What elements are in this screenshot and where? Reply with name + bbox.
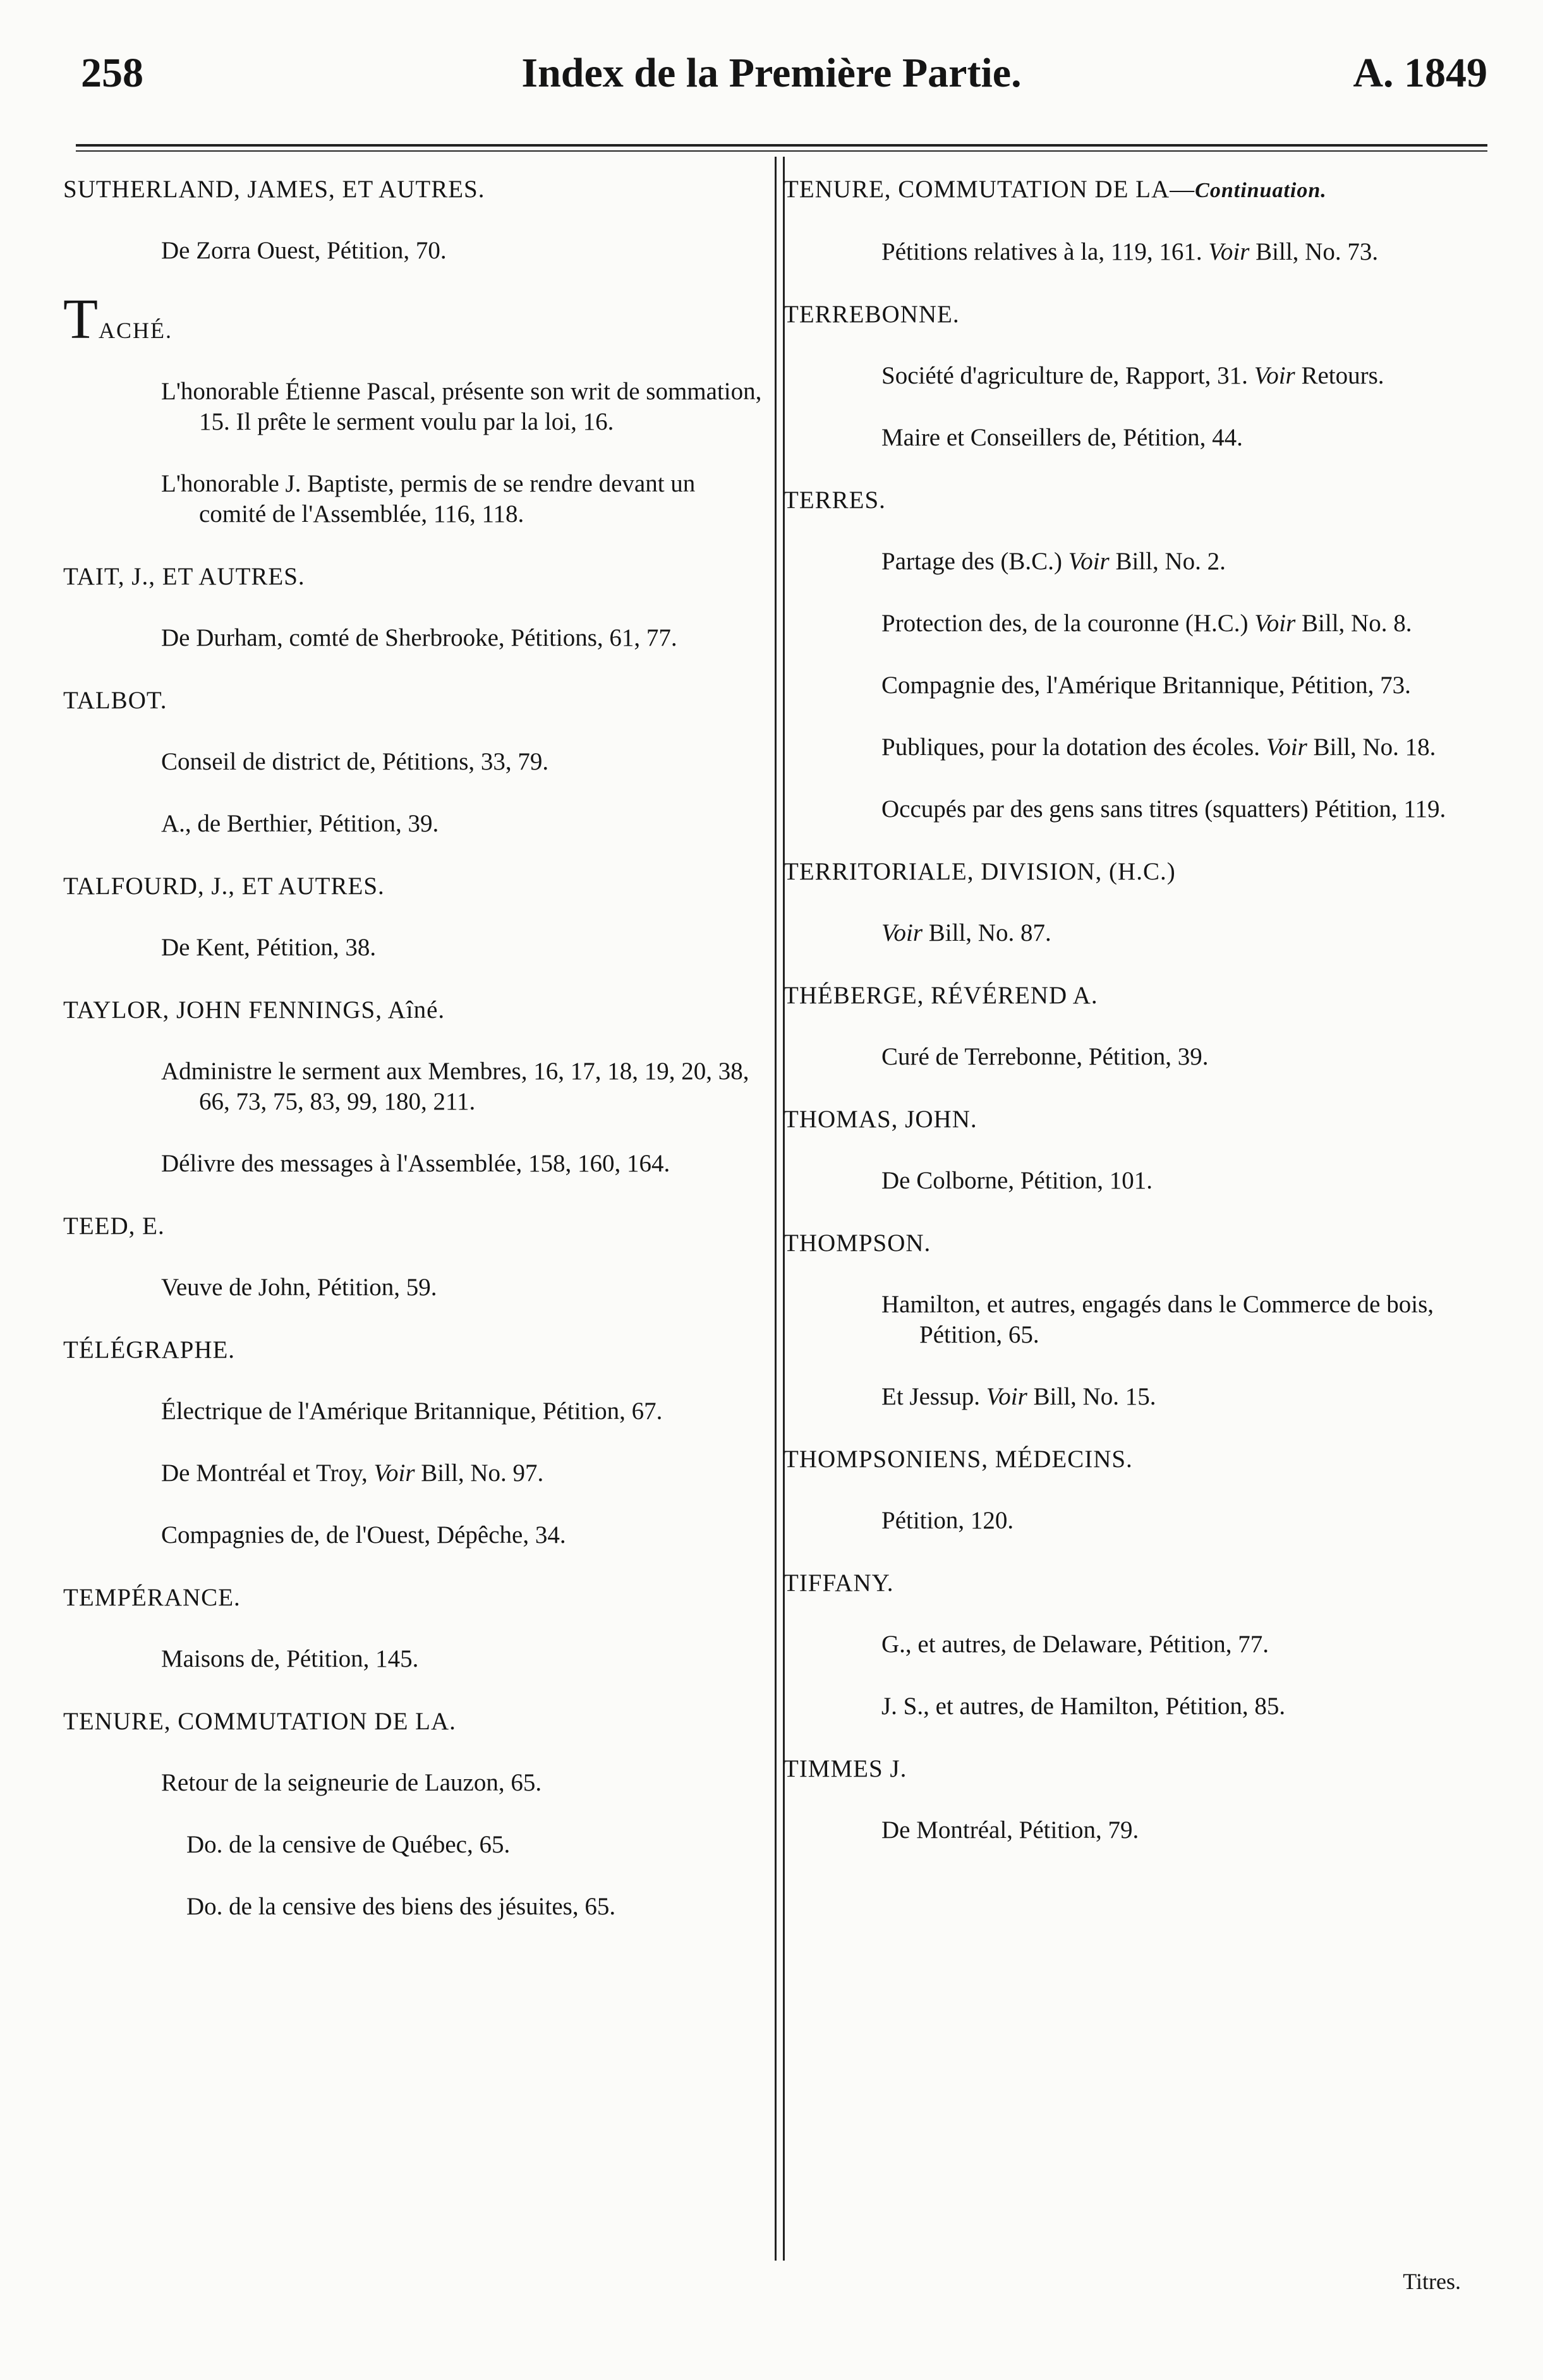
entry-heading xyxy=(63,685,765,716)
index-entry xyxy=(784,485,1485,825)
sub-entry-ref: Bill, No. 97. xyxy=(414,1459,544,1487)
heading-text: TALFOURD, J., ET AUTRES. xyxy=(63,873,385,900)
sub-entry: Retour de la seigneurie de Lauzon, 65. xyxy=(161,1769,542,1796)
heading-text: TEED, E. xyxy=(63,1212,165,1240)
index-entry xyxy=(63,994,765,1179)
entry-heading xyxy=(784,174,1485,207)
entry-heading xyxy=(784,1444,1485,1475)
sub-entry: Do. de la censive des biens des jésuites, 65. xyxy=(186,1893,616,1920)
catchword: Titres. xyxy=(1403,2269,1461,2294)
entry-heading xyxy=(63,561,765,593)
heading-text: TÉLÉGRAPHE. xyxy=(63,1336,236,1363)
index-entry xyxy=(63,871,765,963)
index-entry xyxy=(63,1334,765,1550)
entry-heading xyxy=(784,299,1485,330)
sub-entry: Veuve de John, Pétition, 59. xyxy=(161,1274,437,1301)
sub-entry xyxy=(784,361,1485,391)
sub-entry: Conseil de district de, Pétitions, 33, 79. xyxy=(161,748,549,775)
sub-entry xyxy=(784,547,1485,577)
entry-heading xyxy=(784,1228,1485,1259)
sub-entry-ref: Bill, No. 15. xyxy=(1027,1383,1156,1410)
entry-heading xyxy=(63,288,765,351)
voir-ref: Voir xyxy=(1068,548,1110,575)
sub-entry: J. S., et autres, de Hamilton, Pétition, 85. xyxy=(881,1693,1286,1720)
heading-text: TAIT, J., ET AUTRES. xyxy=(63,563,305,590)
heading-text: THOMAS, JOHN. xyxy=(784,1106,977,1133)
sub-entry-text: Protection des, de la couronne (H.C.) xyxy=(881,610,1255,637)
sub-entry-text: Publiques, pour la dotation des écoles. xyxy=(881,734,1266,761)
entry-heading xyxy=(784,980,1485,1012)
sub-entry-ref: Bill, No. 18. xyxy=(1307,734,1436,761)
entry-heading xyxy=(784,485,1485,516)
sub-entry: G., et autres, de Delaware, Pétition, 77. xyxy=(881,1631,1269,1658)
index-entry xyxy=(63,685,765,839)
sub-entry-ref: Bill, No. 2. xyxy=(1109,548,1226,575)
page-number: 258 xyxy=(81,50,143,96)
header-rule-bottom xyxy=(76,150,1487,152)
index-entry xyxy=(63,1582,765,1674)
sub-entry: Pétition, 120. xyxy=(881,1507,1014,1534)
sub-entry-text: Pétitions relatives à la, 119, 161. xyxy=(881,238,1209,265)
index-entry xyxy=(784,856,1485,948)
sub-entry: Délivre des messages à l'Assemblée, 158, 160, 164. xyxy=(161,1150,670,1177)
index-entry xyxy=(63,174,765,266)
sub-entry: L'honorable Étienne Pascal, présente son writ de sommation, 15. Il prête le serment voulu par la loi, 16. xyxy=(161,378,762,435)
entry-heading xyxy=(63,1706,765,1737)
index-entry xyxy=(784,299,1485,453)
index-entry xyxy=(63,288,765,529)
sub-entry xyxy=(784,237,1485,267)
entry-heading xyxy=(63,1334,765,1366)
voir-ref: Voir xyxy=(1254,610,1296,637)
voir-ref: Voir xyxy=(373,1459,415,1487)
entry-heading xyxy=(63,994,765,1026)
voir-ref: Voir xyxy=(1266,734,1307,761)
index-entry xyxy=(784,1753,1485,1845)
entry-heading xyxy=(784,1104,1485,1135)
index-entry xyxy=(784,1104,1485,1196)
heading-rest: ACHÉ. xyxy=(98,318,172,343)
heading-text: THÉBERGE, RÉVÉREND A. xyxy=(784,982,1098,1009)
index-entry xyxy=(784,1568,1485,1722)
entry-heading xyxy=(63,871,765,902)
heading-initial: T xyxy=(63,288,99,351)
sub-entry: De Colborne, Pétition, 101. xyxy=(881,1167,1153,1194)
sub-entry xyxy=(784,1382,1485,1412)
sub-entry-ref: Bill, No. 73. xyxy=(1249,238,1379,265)
sub-entry-text: De Montréal et Troy, xyxy=(161,1459,374,1487)
sub-entry: Électrique de l'Amérique Britannique, Pétition, 67. xyxy=(161,1398,663,1425)
heading-text: TENURE, COMMUTATION DE LA— xyxy=(784,176,1195,203)
sub-entry: Occupés par des gens sans titres (squatters) Pétition, 119. xyxy=(881,795,1446,823)
heading-text: TERRITORIALE, DIVISION, (H.C.) xyxy=(784,858,1176,885)
sub-entry: Curé de Terrebonne, Pétition, 39. xyxy=(881,1043,1209,1070)
sub-entry-ref: Bill, No. 8. xyxy=(1295,610,1412,637)
heading-text: TERREBONNE. xyxy=(784,301,960,328)
heading-text: TERRES. xyxy=(784,486,886,514)
index-entry xyxy=(784,174,1485,267)
heading-text: TALBOT. xyxy=(63,687,167,714)
sub-entry xyxy=(784,732,1485,763)
sub-entry: Compagnies de, de l'Ouest, Dépêche, 34. xyxy=(161,1521,566,1549)
heading-text: TENURE, COMMUTATION DE LA. xyxy=(63,1708,456,1735)
heading-text: THOMPSON. xyxy=(784,1229,931,1257)
heading-text: THOMPSONIENS, MÉDECINS. xyxy=(784,1446,1133,1473)
index-entry xyxy=(63,1706,765,1922)
sub-entry-text: Partage des (B.C.) xyxy=(881,548,1068,575)
heading-continuation: Continuation. xyxy=(1195,179,1327,202)
heading-text: TAYLOR, JOHN FENNINGS, Aîné. xyxy=(63,996,445,1024)
sub-entry: De Montréal, Pétition, 79. xyxy=(881,1816,1139,1844)
sub-entry: Maisons de, Pétition, 145. xyxy=(161,1645,419,1672)
header-rule-top xyxy=(76,144,1487,147)
heading-text: TEMPÉRANCE. xyxy=(63,1584,241,1611)
sub-entry: De Durham, comté de Sherbrooke, Pétitions, 61, 77. xyxy=(161,624,677,651)
sub-entry: De Kent, Pétition, 38. xyxy=(161,934,377,961)
sub-entry xyxy=(784,608,1485,639)
left-column xyxy=(63,174,765,1954)
voir-ref: Voir xyxy=(986,1383,1027,1410)
entry-heading xyxy=(784,1568,1485,1599)
entry-heading xyxy=(63,1211,765,1242)
heading-text: TIMMES J. xyxy=(784,1755,907,1782)
year: A. 1849 xyxy=(1353,50,1487,96)
sub-entry xyxy=(784,918,1485,948)
sub-entry: Administre le serment aux Membres, 16, 17, 18, 19, 20, 38, 66, 73, 75, 83, 99, 180, 211. xyxy=(161,1058,749,1115)
sub-entry: De Zorra Ouest, Pétition, 70. xyxy=(161,237,447,264)
entry-heading xyxy=(784,856,1485,888)
entry-heading xyxy=(784,1753,1485,1785)
voir-ref: Voir xyxy=(1254,362,1295,389)
index-entry xyxy=(784,1444,1485,1536)
running-title: Index de la Première Partie. xyxy=(521,50,1022,96)
sub-entry-ref: Bill, No. 87. xyxy=(923,919,1051,946)
sub-entry-text: Société d'agriculture de, Rapport, 31. xyxy=(881,362,1254,389)
heading-text: TIFFANY. xyxy=(784,1569,894,1597)
voir-ref: Voir xyxy=(1208,238,1250,265)
sub-entry: Hamilton, et autres, engagés dans le Commerce de bois, Pétition, 65. xyxy=(881,1291,1434,1348)
sub-entry: Compagnie des, l'Amérique Britannique, Pétition, 73. xyxy=(881,672,1411,699)
right-column xyxy=(784,174,1485,1877)
sub-entry: Maire et Conseillers de, Pétition, 44. xyxy=(881,424,1243,451)
sub-entry: L'honorable J. Baptiste, permis de se rendre devant un comité de l'Assemblée, 116, 118. xyxy=(161,470,696,528)
entry-heading xyxy=(63,1582,765,1614)
sub-entry-ref: Retours. xyxy=(1295,362,1384,389)
voir-ref: Voir xyxy=(881,919,923,946)
index-entry xyxy=(784,980,1485,1072)
sub-entry xyxy=(63,1458,765,1489)
index-entry xyxy=(784,1228,1485,1412)
entry-heading xyxy=(63,174,765,205)
heading-text: SUTHERLAND, JAMES, ET AUTRES. xyxy=(63,176,485,203)
sub-entry: Do. de la censive de Québec, 65. xyxy=(186,1831,511,1858)
sub-entry-text: Et Jessup. xyxy=(881,1383,986,1410)
sub-entry: A., de Berthier, Pétition, 39. xyxy=(161,810,439,837)
index-entry xyxy=(63,561,765,653)
index-entry xyxy=(63,1211,765,1303)
